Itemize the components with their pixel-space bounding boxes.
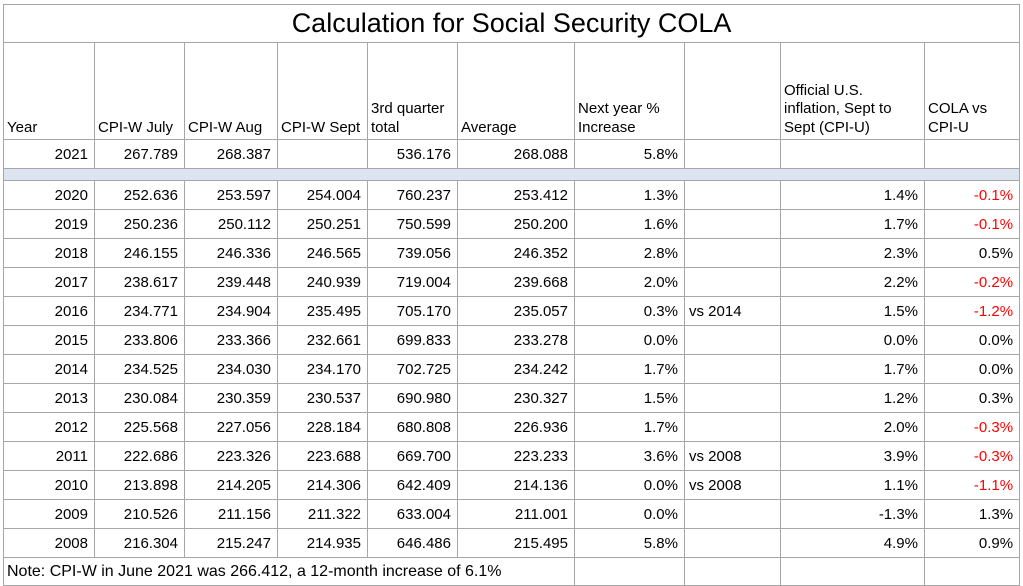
cell-vs_note (685, 239, 781, 268)
cell-cpiw_sept: 234.170 (278, 355, 368, 384)
cell-next_year_pct: 1.7% (575, 355, 685, 384)
cell-cpiu_inflation: 3.9% (781, 442, 925, 471)
cell-cola_vs_cpiu (925, 140, 1020, 169)
table-row-2018 (4, 239, 1020, 268)
cell-average: 268.088 (458, 140, 575, 169)
cell-next_year_pct: 0.0% (575, 500, 685, 529)
cell-next_year_pct: 2.0% (575, 268, 685, 297)
cell-cpiw_sept: 250.251 (278, 210, 368, 239)
cell-cola_vs_cpiu: -0.3% (925, 413, 1020, 442)
cell-cpiw_aug: 215.247 (185, 529, 278, 558)
table-row-2020 (4, 181, 1020, 210)
cell-q3_total: 705.170 (368, 297, 458, 326)
cell-cpiw_sept: 235.495 (278, 297, 368, 326)
table-row-2009 (4, 500, 1020, 529)
cell-cpiw_july: 222.686 (95, 442, 185, 471)
cell-cpiu_inflation: 4.9% (781, 529, 925, 558)
cell-year: 2016 (4, 297, 95, 326)
table-row-2015 (4, 326, 1020, 355)
cell-cola_vs_cpiu: -0.2% (925, 268, 1020, 297)
cell-cpiw_sept: 232.661 (278, 326, 368, 355)
cell-next_year_pct: 5.8% (575, 140, 685, 169)
cell-average: 214.136 (458, 471, 575, 500)
cell-cpiw_sept (278, 140, 368, 169)
cell-next_year_pct: 1.6% (575, 210, 685, 239)
cell-vs_note (685, 384, 781, 413)
cell-cpiw_aug: 246.336 (185, 239, 278, 268)
cell-q3_total: 536.176 (368, 140, 458, 169)
cell-average: 215.495 (458, 529, 575, 558)
cell-cpiw_aug: 234.030 (185, 355, 278, 384)
cell-cpiw_sept: 254.004 (278, 181, 368, 210)
cell-cpiu_inflation (781, 140, 925, 169)
table-row-2012 (4, 413, 1020, 442)
cell-cpiu_inflation: 1.4% (781, 181, 925, 210)
cell-average: 223.233 (458, 442, 575, 471)
separator-row (4, 169, 1020, 181)
cell-vs_note: vs 2008 (685, 471, 781, 500)
cell-cpiw_july: 250.236 (95, 210, 185, 239)
cell-average: 234.242 (458, 355, 575, 384)
cell-q3_total: 739.056 (368, 239, 458, 268)
column-header-cpiw_aug: CPI-W Aug (185, 43, 278, 140)
cell-vs_note (685, 355, 781, 384)
cell-year: 2008 (4, 529, 95, 558)
cell-q3_total: 680.808 (368, 413, 458, 442)
cell-cpiw_aug: 223.326 (185, 442, 278, 471)
cell-cola_vs_cpiu: 1.3% (925, 500, 1020, 529)
cell-cpiu_inflation: 2.0% (781, 413, 925, 442)
column-header-cpiu_inflation: Official U.S. inflation, Sept to Sept (CPI-U) (781, 43, 925, 140)
column-header-year: Year (4, 43, 95, 140)
cell-cpiw_sept: 214.306 (278, 471, 368, 500)
cell-cpiw_aug: 233.366 (185, 326, 278, 355)
cell-vs_note (685, 529, 781, 558)
cell-cola_vs_cpiu: -0.1% (925, 210, 1020, 239)
cell-next_year_pct: 0.3% (575, 297, 685, 326)
cell-q3_total: 646.486 (368, 529, 458, 558)
cell-cpiw_sept: 240.939 (278, 268, 368, 297)
cell-next_year_pct: 5.8% (575, 529, 685, 558)
cell-q3_total: 699.833 (368, 326, 458, 355)
cell-cola_vs_cpiu: 0.0% (925, 326, 1020, 355)
cell-cpiw_aug: 239.448 (185, 268, 278, 297)
cell-cpiu_inflation: 1.5% (781, 297, 925, 326)
table-row-2008 (4, 529, 1020, 558)
cell-empty (685, 558, 781, 586)
cell-vs_note: vs 2014 (685, 297, 781, 326)
cell-cola_vs_cpiu: 0.3% (925, 384, 1020, 413)
cell-q3_total: 702.725 (368, 355, 458, 384)
cell-q3_total: 719.004 (368, 268, 458, 297)
footnote: Note: CPI-W in June 2021 was 266.412, a 12-month increase of 6.1% (4, 558, 575, 586)
cell-cpiw_aug: 234.904 (185, 297, 278, 326)
column-header-cola_vs_cpiu: COLA vs CPI-U (925, 43, 1020, 140)
cell-average: 211.001 (458, 500, 575, 529)
cell-year: 2015 (4, 326, 95, 355)
cell-cpiw_sept: 228.184 (278, 413, 368, 442)
cola-calculation-table (3, 4, 1020, 586)
cell-next_year_pct: 2.8% (575, 239, 685, 268)
cell-next_year_pct: 0.0% (575, 471, 685, 500)
cell-vs_note (685, 181, 781, 210)
cell-year: 2018 (4, 239, 95, 268)
cell-year: 2012 (4, 413, 95, 442)
column-header-q3_total: 3rd quarter total (368, 43, 458, 140)
cell-average: 239.668 (458, 268, 575, 297)
cell-cola_vs_cpiu: -1.2% (925, 297, 1020, 326)
cell-next_year_pct: 3.6% (575, 442, 685, 471)
cell-vs_note (685, 500, 781, 529)
cell-cpiw_july: 225.568 (95, 413, 185, 442)
cell-cpiw_aug: 211.156 (185, 500, 278, 529)
cell-cpiw_sept: 223.688 (278, 442, 368, 471)
cell-cpiu_inflation: 1.7% (781, 210, 925, 239)
cell-vs_note (685, 326, 781, 355)
cell-average: 230.327 (458, 384, 575, 413)
cell-q3_total: 642.409 (368, 471, 458, 500)
cell-cpiw_aug: 250.112 (185, 210, 278, 239)
cell-average: 226.936 (458, 413, 575, 442)
cell-empty (781, 558, 925, 586)
column-header-cpiw_july: CPI-W July (95, 43, 185, 140)
cell-q3_total: 669.700 (368, 442, 458, 471)
cell-year: 2014 (4, 355, 95, 384)
cell-q3_total: 633.004 (368, 500, 458, 529)
table-row-2021 (4, 140, 1020, 169)
cell-year: 2019 (4, 210, 95, 239)
table-row-2014 (4, 355, 1020, 384)
title-row (4, 5, 1020, 43)
cell-cpiw_july: 210.526 (95, 500, 185, 529)
cell-vs_note: vs 2008 (685, 442, 781, 471)
cell-next_year_pct: 1.3% (575, 181, 685, 210)
cell-cpiw_july: 234.525 (95, 355, 185, 384)
cell-q3_total: 690.980 (368, 384, 458, 413)
cell-average: 233.278 (458, 326, 575, 355)
cola-table-sheet (3, 4, 1020, 586)
cell-cola_vs_cpiu: -1.1% (925, 471, 1020, 500)
cell-cpiu_inflation: -1.3% (781, 500, 925, 529)
cell-vs_note (685, 140, 781, 169)
cell-next_year_pct: 1.5% (575, 384, 685, 413)
column-header-average: Average (458, 43, 575, 140)
cell-cpiw_july: 234.771 (95, 297, 185, 326)
cell-average: 250.200 (458, 210, 575, 239)
column-header-next_year_pct: Next year % Increase (575, 43, 685, 140)
cell-cpiw_july: 246.155 (95, 239, 185, 268)
cell-cpiw_sept: 230.537 (278, 384, 368, 413)
page-title: Calculation for Social Security COLA (4, 5, 1020, 43)
cell-cola_vs_cpiu: -0.1% (925, 181, 1020, 210)
cell-cpiw_july: 252.636 (95, 181, 185, 210)
cell-vs_note (685, 210, 781, 239)
separator-band (4, 169, 1020, 181)
cell-cola_vs_cpiu: 0.9% (925, 529, 1020, 558)
cell-vs_note (685, 413, 781, 442)
cell-year: 2013 (4, 384, 95, 413)
cell-empty (575, 558, 685, 586)
cell-average: 246.352 (458, 239, 575, 268)
table-row-2013 (4, 384, 1020, 413)
cell-cpiw_aug: 268.387 (185, 140, 278, 169)
cell-cpiw_aug: 253.597 (185, 181, 278, 210)
cell-cpiw_sept: 211.322 (278, 500, 368, 529)
cell-cpiw_aug: 230.359 (185, 384, 278, 413)
cell-cpiw_july: 213.898 (95, 471, 185, 500)
cell-vs_note (685, 268, 781, 297)
cell-cpiw_aug: 227.056 (185, 413, 278, 442)
column-header-vs_note (685, 43, 781, 140)
table-row-2019 (4, 210, 1020, 239)
cell-cpiu_inflation: 1.2% (781, 384, 925, 413)
table-row-2017 (4, 268, 1020, 297)
cell-cpiu_inflation: 2.2% (781, 268, 925, 297)
cell-cpiw_july: 230.084 (95, 384, 185, 413)
table-row-2010 (4, 471, 1020, 500)
cell-q3_total: 760.237 (368, 181, 458, 210)
cell-cpiw_july: 267.789 (95, 140, 185, 169)
cell-year: 2009 (4, 500, 95, 529)
cell-cpiw_sept: 214.935 (278, 529, 368, 558)
cell-year: 2017 (4, 268, 95, 297)
cell-year: 2020 (4, 181, 95, 210)
cell-empty (925, 558, 1020, 586)
cell-cpiw_sept: 246.565 (278, 239, 368, 268)
cell-next_year_pct: 1.7% (575, 413, 685, 442)
cell-cola_vs_cpiu: 0.5% (925, 239, 1020, 268)
cell-cpiw_july: 238.617 (95, 268, 185, 297)
cell-cola_vs_cpiu: -0.3% (925, 442, 1020, 471)
cell-year: 2010 (4, 471, 95, 500)
column-header-cpiw_sept: CPI-W Sept (278, 43, 368, 140)
cell-cpiw_july: 216.304 (95, 529, 185, 558)
footnote-row (4, 558, 1020, 586)
cell-cpiu_inflation: 1.7% (781, 355, 925, 384)
table-row-2011 (4, 442, 1020, 471)
cell-next_year_pct: 0.0% (575, 326, 685, 355)
cell-cpiu_inflation: 0.0% (781, 326, 925, 355)
cell-cpiw_july: 233.806 (95, 326, 185, 355)
cell-average: 253.412 (458, 181, 575, 210)
cell-cpiu_inflation: 2.3% (781, 239, 925, 268)
table-row-2016 (4, 297, 1020, 326)
header-row (4, 43, 1020, 140)
cell-cpiu_inflation: 1.1% (781, 471, 925, 500)
cell-year: 2021 (4, 140, 95, 169)
cell-q3_total: 750.599 (368, 210, 458, 239)
cell-cpiw_aug: 214.205 (185, 471, 278, 500)
cell-cola_vs_cpiu: 0.0% (925, 355, 1020, 384)
cell-year: 2011 (4, 442, 95, 471)
cell-average: 235.057 (458, 297, 575, 326)
